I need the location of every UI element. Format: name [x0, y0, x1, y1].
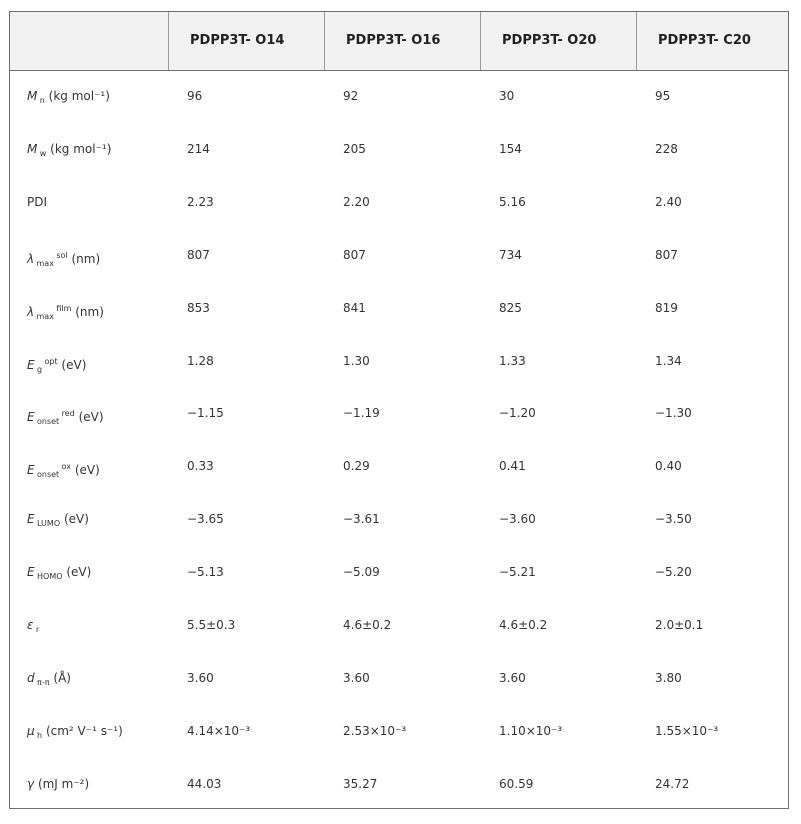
row-label	[27, 229, 100, 282]
row-label	[27, 599, 39, 652]
label-subscript: h	[37, 730, 43, 740]
table-cell: 1.34	[655, 353, 682, 368]
table-cell: 92	[343, 89, 359, 103]
table-cell: −5.21	[499, 565, 536, 580]
table-cell: −3.60	[499, 512, 536, 527]
table-cell: 4.6±0.2	[499, 618, 548, 632]
table-cell: 3.60	[499, 670, 526, 685]
label-unit: (eV)	[63, 512, 89, 527]
row-label	[27, 440, 100, 493]
table-cell: 0.41	[499, 459, 526, 474]
table-row	[10, 229, 788, 282]
table-cell: 5.5±0.3	[187, 618, 236, 632]
row-label	[27, 282, 104, 335]
table-row	[10, 70, 788, 123]
label-superscript: opt	[44, 356, 58, 366]
label-subscript: w	[39, 148, 47, 158]
table-cell: 0.40	[655, 459, 682, 474]
label-superscript: film	[56, 303, 72, 313]
table-row	[10, 282, 788, 335]
table-cell: −1.30	[655, 406, 692, 421]
header-cell-o14: PDPP3T- O14	[168, 12, 324, 70]
table-row	[10, 758, 788, 811]
table-cell: 4.6±0.2	[343, 618, 392, 632]
table-row	[10, 176, 788, 229]
label-symbol: M	[27, 89, 38, 103]
label-unit: (eV)	[61, 357, 87, 372]
table-cell: 807	[343, 247, 366, 262]
table-header	[10, 12, 788, 71]
label-unit: (eV)	[78, 410, 104, 425]
table-cell: 807	[655, 247, 678, 262]
table-cell: 1.28	[187, 353, 214, 368]
table-cell: 154	[499, 141, 522, 156]
header-cell-c20: PDPP3T- C20	[636, 12, 788, 70]
row-label	[27, 335, 86, 388]
label-unit: (nm)	[75, 304, 104, 319]
table-cell: −1.19	[343, 406, 380, 421]
table-cell: 2.23	[187, 194, 214, 209]
table-cell: 35.27	[343, 776, 378, 791]
table-cell: 2.20	[343, 194, 370, 209]
label-unit: (nm)	[71, 251, 101, 266]
label-symbol: λ	[27, 251, 35, 266]
label-symbol: E	[27, 463, 35, 478]
label-unit: (mJ m⁻²)	[37, 776, 90, 791]
row-label	[27, 70, 110, 123]
label-symbol: γ	[27, 776, 35, 791]
label-symbol: ε	[27, 618, 34, 632]
table-row	[10, 705, 788, 758]
label-superscript: red	[61, 409, 75, 419]
row-label	[27, 758, 89, 811]
table-cell: −3.61	[343, 512, 380, 527]
table-cell: −5.20	[655, 565, 692, 580]
table-cell: 3.60	[343, 670, 370, 685]
table-cell: 0.29	[343, 459, 370, 474]
table-row	[10, 599, 788, 652]
label-symbol: M	[27, 141, 38, 156]
table-cell: 24.72	[655, 776, 690, 791]
label-superscript: sol	[56, 250, 68, 260]
label-subscript: g	[37, 364, 43, 374]
label-subscript: max	[36, 311, 54, 321]
table-cell: 734	[499, 247, 522, 262]
row-label	[27, 705, 123, 758]
label-superscript: ox	[61, 462, 71, 472]
table-cell: 205	[343, 141, 366, 156]
table-cell: 60.59	[499, 776, 534, 791]
table-cell: 807	[187, 247, 210, 262]
table-cell: 214	[187, 141, 210, 156]
table-row	[10, 493, 788, 546]
table-row	[10, 652, 788, 705]
label-symbol: d	[27, 670, 35, 685]
row-label	[27, 493, 89, 546]
label-symbol: E	[27, 512, 35, 527]
label-unit: (cm² V⁻¹ s⁻¹)	[45, 723, 123, 738]
table-cell: 1.30	[343, 353, 370, 368]
table-cell: 3.60	[187, 670, 214, 685]
label-unit: (eV)	[66, 565, 92, 580]
label-symbol: E	[27, 410, 35, 425]
table-row	[10, 546, 788, 599]
table-cell: 825	[499, 300, 522, 315]
table-cell: 44.03	[187, 776, 222, 791]
row-label	[27, 546, 91, 599]
table-cell: −5.09	[343, 565, 380, 580]
table-cell: 2.53×10⁻³	[343, 723, 407, 738]
label-subscript: π-π	[37, 677, 50, 687]
table-cell: 1.10×10⁻³	[499, 723, 563, 738]
table-cell: −5.13	[187, 565, 224, 580]
table-cell: 96	[187, 89, 203, 103]
header-cell-o20: PDPP3T- O20	[480, 12, 636, 70]
label-subscript: onset	[37, 470, 60, 480]
header-cell-empty	[10, 12, 168, 70]
label-unit: (kg mol⁻¹)	[48, 89, 110, 103]
label-subscript: max	[36, 258, 54, 268]
header-cell-o16: PDPP3T- O16	[324, 12, 480, 70]
table-cell: −1.20	[499, 406, 536, 421]
row-label	[27, 123, 111, 176]
row-label	[27, 652, 71, 705]
table-cell: 819	[655, 300, 678, 315]
table-cell: 853	[187, 300, 210, 315]
table-cell: 95	[655, 89, 671, 103]
table-cell: 0.33	[187, 459, 214, 474]
table-cell: −1.15	[187, 406, 224, 421]
table-cell: 3.80	[655, 670, 682, 685]
table-cell: 841	[343, 300, 366, 315]
row-label	[27, 176, 47, 229]
label-unit: (Å)	[53, 670, 71, 685]
label-unit: (eV)	[74, 463, 100, 478]
table-cell: 228	[655, 141, 678, 156]
label-symbol: PDI	[27, 194, 48, 209]
table-cell: −3.65	[187, 512, 224, 527]
label-subscript: onset	[37, 417, 60, 427]
table-cell: 1.33	[499, 353, 526, 368]
label-symbol: E	[27, 565, 35, 580]
table-cell: 1.55×10⁻³	[655, 723, 719, 738]
table-cell: 5.16	[499, 194, 526, 209]
label-subscript: n	[39, 96, 45, 105]
table-cell: 30	[499, 89, 515, 103]
label-symbol: μ	[27, 723, 35, 738]
label-subscript: r	[35, 625, 40, 634]
label-symbol: E	[27, 357, 35, 372]
data-table	[9, 11, 789, 809]
label-subscript: LUMO	[37, 519, 61, 529]
table-cell: 4.14×10⁻³	[187, 723, 251, 738]
table-row	[10, 440, 788, 493]
label-symbol: λ	[27, 304, 35, 319]
table-cell: 2.0±0.1	[655, 618, 704, 632]
table-cell: 2.40	[655, 194, 682, 209]
table-row	[10, 387, 788, 440]
table-row	[10, 335, 788, 388]
row-label	[27, 387, 104, 440]
label-unit: (kg mol⁻¹)	[50, 141, 112, 156]
label-subscript: HOMO	[37, 572, 63, 582]
table-cell: −3.50	[655, 512, 692, 527]
table-row	[10, 123, 788, 176]
